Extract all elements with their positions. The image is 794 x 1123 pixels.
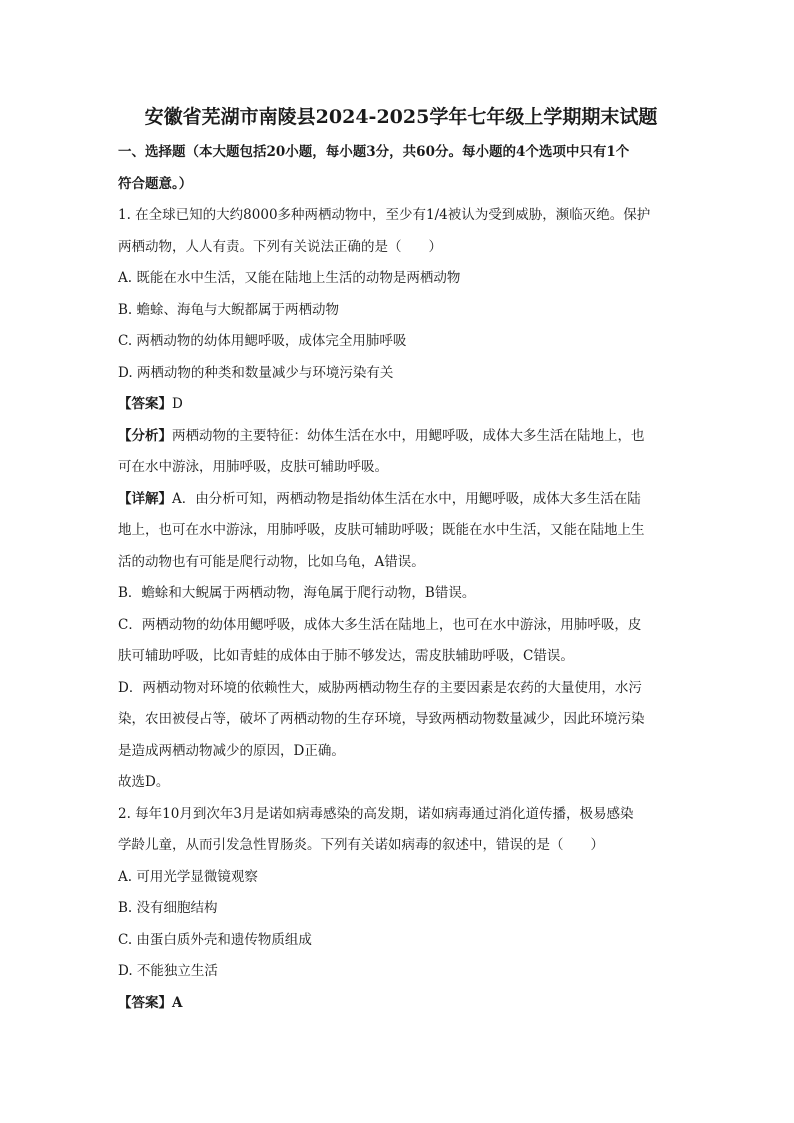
q1-stem-line-1: 1. 在全球已知的大约8000多种两栖动物中，至少有1/4被认为受到威胁，濒临灭绝。保护 bbox=[118, 207, 651, 223]
q2-answer-tag: 【答案】 bbox=[118, 994, 172, 1011]
q1-detail-d-line-1: D．两栖动物对环境的依赖性大，威胁两栖动物生存的主要因素是农药的大量使用，水污 bbox=[118, 679, 642, 696]
q2-option-b: B. 没有细胞结构 bbox=[118, 900, 218, 916]
document-content bbox=[118, 104, 684, 1019]
section-heading-line-1: 一、选择题（本大题包括20小题，每小题3分，共60分。每小题的4个选项中只有1个 bbox=[118, 144, 630, 160]
document-title: 安徽省芜湖市南陵县2024-2025学年七年级上学期期末试题 bbox=[144, 106, 658, 128]
q1-option-c: C. 两栖动物的幼体用鳃呼吸，成体完全用肺呼吸 bbox=[118, 333, 407, 349]
q2-answer-value: A bbox=[172, 994, 183, 1011]
q1-detail-a-line-2: 地上，也可在水中游泳，用肺呼吸，皮肤可辅助呼吸；既能在水中生活，又能在陆地上生 bbox=[118, 522, 645, 538]
q1-detail-a-line-1 bbox=[118, 484, 684, 516]
q1-answer-tag: 【答案】 bbox=[118, 396, 172, 412]
q2-option-d: D. 不能独立生活 bbox=[118, 963, 218, 979]
q1-detail-d-line-3: 是造成两栖动物减少的原因，D正确。 bbox=[118, 742, 345, 759]
q1-detail-d-line-2: 染，农田被侵占等，破坏了两栖动物的生存环境，导致两栖动物数量减少，因此环境污染 bbox=[118, 711, 645, 727]
q2-stem-line-2: 学龄儿童，从而引发急性胃肠炎。下列有关诺如病毒的叙述中，错误的是（ ） bbox=[118, 837, 604, 853]
q1-detail-b: B．蟾蜍和大鲵属于两栖动物，海龟属于爬行动物，B错误。 bbox=[118, 585, 476, 601]
q1-detail-c-line-2: 肤可辅助呼吸，比如青蛙的成体由于肺不够发达，需皮肤辅助呼吸，C错误。 bbox=[118, 648, 574, 664]
q1-answer-value: D bbox=[172, 396, 183, 412]
q1-analysis-line-1 bbox=[118, 421, 684, 453]
q1-conclusion: 故选D。 bbox=[118, 774, 170, 790]
q1-detail-c-line-1: C．两栖动物的幼体用鳃呼吸，成体大多生活在陆地上，也可在水中游泳，用肺呼吸，皮 bbox=[118, 616, 642, 633]
q1-analysis-tag: 【分析】 bbox=[118, 427, 172, 444]
q2-stem-line-1: 2. 每年10月到次年3月是诺如病毒感染的高发期，诺如病毒通过消化道传播，极易感染 bbox=[118, 805, 634, 822]
q1-detail-a-line-3: 活的动物也有可能是爬行动物，比如乌龟，A错误。 bbox=[118, 553, 425, 570]
q1-analysis-text-1: 两栖动物的主要特征：幼体生活在水中，用鳃呼吸，成体大多生活在陆地上，也 bbox=[172, 427, 645, 444]
q1-detail-tag: 【详解】 bbox=[118, 490, 172, 507]
q1-answer bbox=[118, 389, 684, 421]
q2-option-a: A. 可用光学显微镜观察 bbox=[118, 868, 258, 885]
q1-option-b: B. 蟾蜍、海龟与大鲵都属于两栖动物 bbox=[118, 301, 340, 318]
q1-stem-line-2: 两栖动物，人人有责。下列有关说法正确的是（ ） bbox=[118, 238, 442, 255]
q2-option-c: C. 由蛋白质外壳和遗传物质组成 bbox=[118, 931, 312, 948]
q2-answer bbox=[118, 988, 684, 1020]
section-heading-line-2: 符合题意。） bbox=[118, 175, 193, 192]
q1-detail-a-text-1: A．由分析可知，两栖动物是指幼体生活在水中，用鳃呼吸，成体大多生活在陆 bbox=[172, 490, 641, 507]
q1-option-a: A. 既能在水中生活，又能在陆地上生活的动物是两栖动物 bbox=[118, 270, 461, 286]
q1-option-d: D. 两栖动物的种类和数量减少与环境污染有关 bbox=[118, 364, 394, 381]
q1-analysis-line-2: 可在水中游泳，用肺呼吸，皮肤可辅助呼吸。 bbox=[118, 459, 388, 475]
